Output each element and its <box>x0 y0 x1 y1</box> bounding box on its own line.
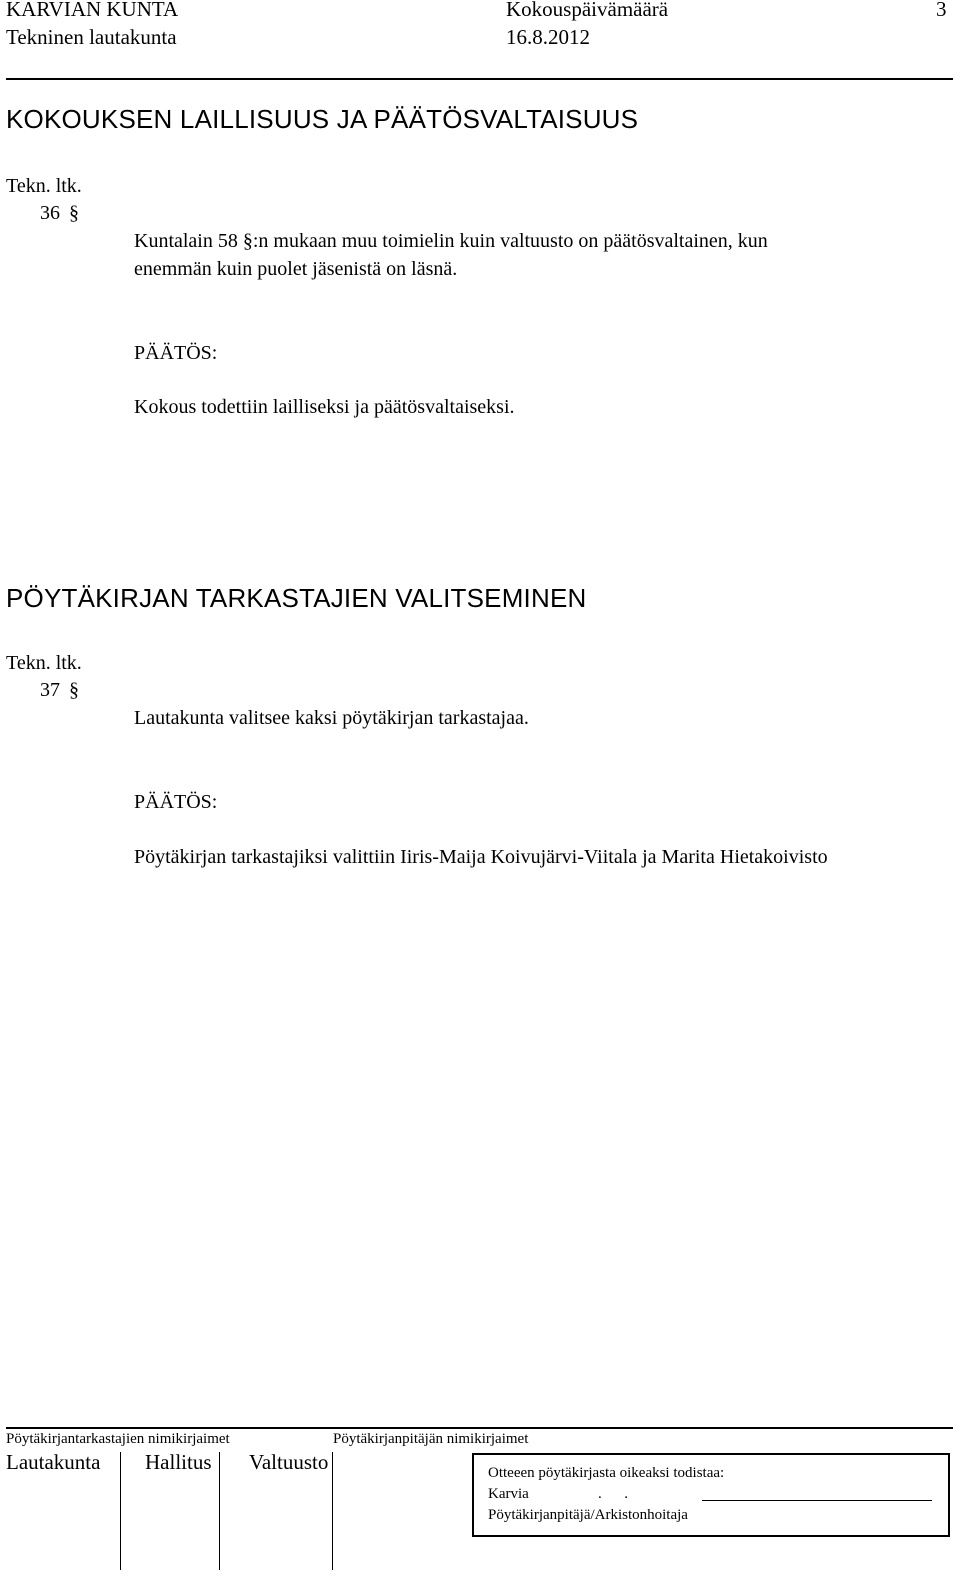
distribution-valtuusto: Valtuusto <box>249 1450 329 1474</box>
certificate-signer: Pöytäkirjanpitäjä/Arkistonhoitaja <box>488 1507 688 1523</box>
paragraph-symbol: § <box>69 202 79 224</box>
decision-text: Pöytäkirjan tarkastajiksi valittiin Iiris-Maija Koivujärvi-Viitala ja Marita Hietakoivisto <box>134 846 828 868</box>
decision-label: PÄÄTÖS: <box>134 791 218 813</box>
section-body-label: Tekn. ltk. <box>6 175 82 197</box>
decision-label: PÄÄTÖS: <box>134 342 218 364</box>
distribution-lautakunta: Lautakunta <box>6 1450 101 1474</box>
header-org: KARVIAN KUNTA <box>6 0 179 21</box>
distribution-hallitus: Hallitus <box>145 1450 212 1474</box>
column-divider <box>332 1452 333 1570</box>
certificate-box <box>472 1453 950 1537</box>
certificate-signature-line <box>702 1500 932 1501</box>
section-text-line: enemmän kuin puolet jäsenistä on läsnä. <box>134 258 458 280</box>
section-title: PÖYTÄKIRJAN TARKASTAJIEN VALITSEMINEN <box>6 583 587 613</box>
footer-divider <box>6 1427 953 1429</box>
inspectors-signatures-label: Pöytäkirjantarkastajien nimikirjaimet <box>6 1431 230 1447</box>
section-text-line: Kuntalain 58 §:n mukaan muu toimielin kuin valtuusto on päätösvaltainen, kun <box>134 230 768 252</box>
header-date: 16.8.2012 <box>506 25 590 49</box>
certificate-place: Karvia <box>488 1486 529 1502</box>
certificate-title: Otteeen pöytäkirjasta oikeaksi todistaa: <box>488 1465 725 1481</box>
section-text-line: Lautakunta valitsee kaksi pöytäkirjan tarkastajaa. <box>134 707 529 729</box>
decision-text: Kokous todettiin lailliseksi ja päätösvaltaiseksi. <box>134 396 515 418</box>
paragraph-number-value: 36 <box>40 202 60 224</box>
certificate-date-dots: . . <box>598 1486 628 1502</box>
header-page-number: 3 <box>936 0 947 21</box>
section-title: KOKOUKSEN LAILLISUUS JA PÄÄTÖSVALTAISUUS <box>6 104 639 134</box>
paragraph-number <box>40 199 79 227</box>
header-body-name: Tekninen lautakunta <box>6 25 177 49</box>
secretary-signature-label: Pöytäkirjanpitäjän nimikirjaimet <box>333 1431 529 1447</box>
column-divider <box>219 1452 220 1570</box>
section-body-label: Tekn. ltk. <box>6 652 82 674</box>
paragraph-number-value: 37 <box>40 679 60 701</box>
header-date-label: Kokouspäivämäärä <box>506 0 669 21</box>
paragraph-symbol: § <box>69 679 79 701</box>
paragraph-number <box>40 676 79 704</box>
column-divider <box>120 1452 121 1570</box>
header-divider <box>6 78 953 80</box>
